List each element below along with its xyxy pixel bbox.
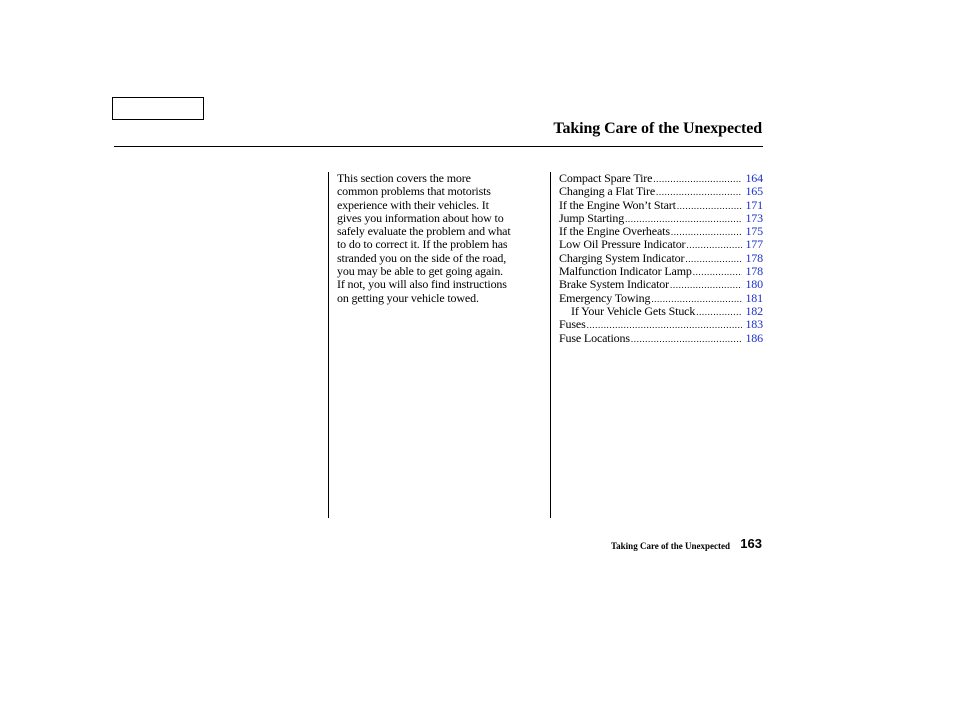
toc-entry-emergency-towing[interactable] xyxy=(559,292,763,305)
intro-line: on getting your vehicle towed. xyxy=(337,290,479,305)
toc-entry-compact-spare-tire[interactable] xyxy=(559,172,763,185)
toc-leader-dots xyxy=(677,200,743,213)
main-menu-box[interactable] xyxy=(112,97,204,120)
toc-entry-charging-system[interactable] xyxy=(559,252,763,265)
toc-entry-low-oil-pressure[interactable] xyxy=(559,238,763,251)
toc-page-link[interactable]: 183 xyxy=(745,317,763,332)
toc-entry-engine-wont-start[interactable] xyxy=(559,199,763,212)
toc-entry-label: Jump Starting xyxy=(559,210,625,225)
toc-page-link[interactable]: 180 xyxy=(745,277,763,292)
toc-page-link[interactable]: 177 xyxy=(745,237,763,252)
intro-line: gives you information about how to xyxy=(337,210,504,225)
toc-leader-dots xyxy=(653,173,742,186)
toc-entry-label: Brake System Indicator xyxy=(559,277,670,292)
intro-line: common problems that motorists xyxy=(337,184,491,199)
toc-page-link[interactable]: 175 xyxy=(745,224,763,239)
toc-entry-fuses[interactable] xyxy=(559,318,763,331)
toc-leader-dots xyxy=(685,253,742,266)
intro-line: you may be able to get going again. xyxy=(337,264,504,279)
toc-page-link[interactable]: 173 xyxy=(745,210,763,225)
toc-page-link[interactable]: 178 xyxy=(745,250,763,265)
toc-entry-brake-system[interactable] xyxy=(559,278,763,291)
toc-entry-label: Compact Spare Tire xyxy=(559,171,653,185)
toc-entry-label: Emergency Towing xyxy=(559,290,651,305)
intro-line: If not, you will also find instructions xyxy=(337,277,507,292)
toc-page-link[interactable]: 178 xyxy=(745,264,763,279)
toc-entry-label: Fuses xyxy=(559,317,586,332)
table-of-contents xyxy=(559,172,763,345)
intro-line: experience with their vehicles. It xyxy=(337,197,489,212)
toc-entry-changing-flat-tire[interactable] xyxy=(559,185,763,198)
toc-leader-dots xyxy=(696,306,742,319)
page-number: 163 xyxy=(740,536,762,551)
page-title: Taking Care of the Unexpected xyxy=(553,120,762,137)
toc-leader-dots xyxy=(693,266,743,279)
toc-page-link[interactable]: 171 xyxy=(745,197,763,212)
toc-entry-label: Charging System Indicator xyxy=(559,250,685,265)
toc-entry-label: Changing a Flat Tire xyxy=(559,184,656,199)
intro-line: safely evaluate the problem and what xyxy=(337,224,511,239)
toc-entry-label: Fuse Locations xyxy=(559,330,630,345)
toc-entry-label: If the Engine Overheats xyxy=(559,224,670,239)
toc-entry-engine-overheats[interactable] xyxy=(559,225,763,238)
toc-page-link[interactable]: 181 xyxy=(745,290,763,305)
toc-leader-dots xyxy=(631,333,743,346)
column-divider-right xyxy=(550,172,551,518)
toc-page-link[interactable]: 164 xyxy=(745,171,763,185)
toc-entry-label: Malfunction Indicator Lamp xyxy=(559,264,692,279)
toc-entry-fuse-locations[interactable] xyxy=(559,332,763,345)
toc-entry-jump-starting[interactable] xyxy=(559,212,763,225)
footer-section-title: Taking Care of the Unexpected xyxy=(611,541,730,551)
toc-entry-label: If Your Vehicle Gets Stuck xyxy=(571,303,696,318)
toc-entry-malfunction-lamp[interactable] xyxy=(559,265,763,278)
intro-line: This section covers the more xyxy=(337,171,471,185)
intro-line: to do to correct it. If the problem has xyxy=(337,237,508,252)
toc-page-link[interactable]: 186 xyxy=(745,330,763,345)
intro-line: stranded you on the side of the road, xyxy=(337,250,507,265)
toc-entry-label: Low Oil Pressure Indicator xyxy=(559,237,686,252)
column-divider-left xyxy=(328,172,329,518)
toc-page-link[interactable]: 165 xyxy=(745,184,763,199)
title-divider xyxy=(114,146,763,147)
toc-entry-vehicle-stuck[interactable] xyxy=(559,305,763,318)
intro-paragraph xyxy=(337,172,547,305)
toc-page-link[interactable]: 182 xyxy=(745,303,763,318)
toc-entry-label: If the Engine Won’t Start xyxy=(559,197,676,212)
toc-leader-dots xyxy=(686,239,742,252)
toc-leader-dots xyxy=(670,279,742,292)
